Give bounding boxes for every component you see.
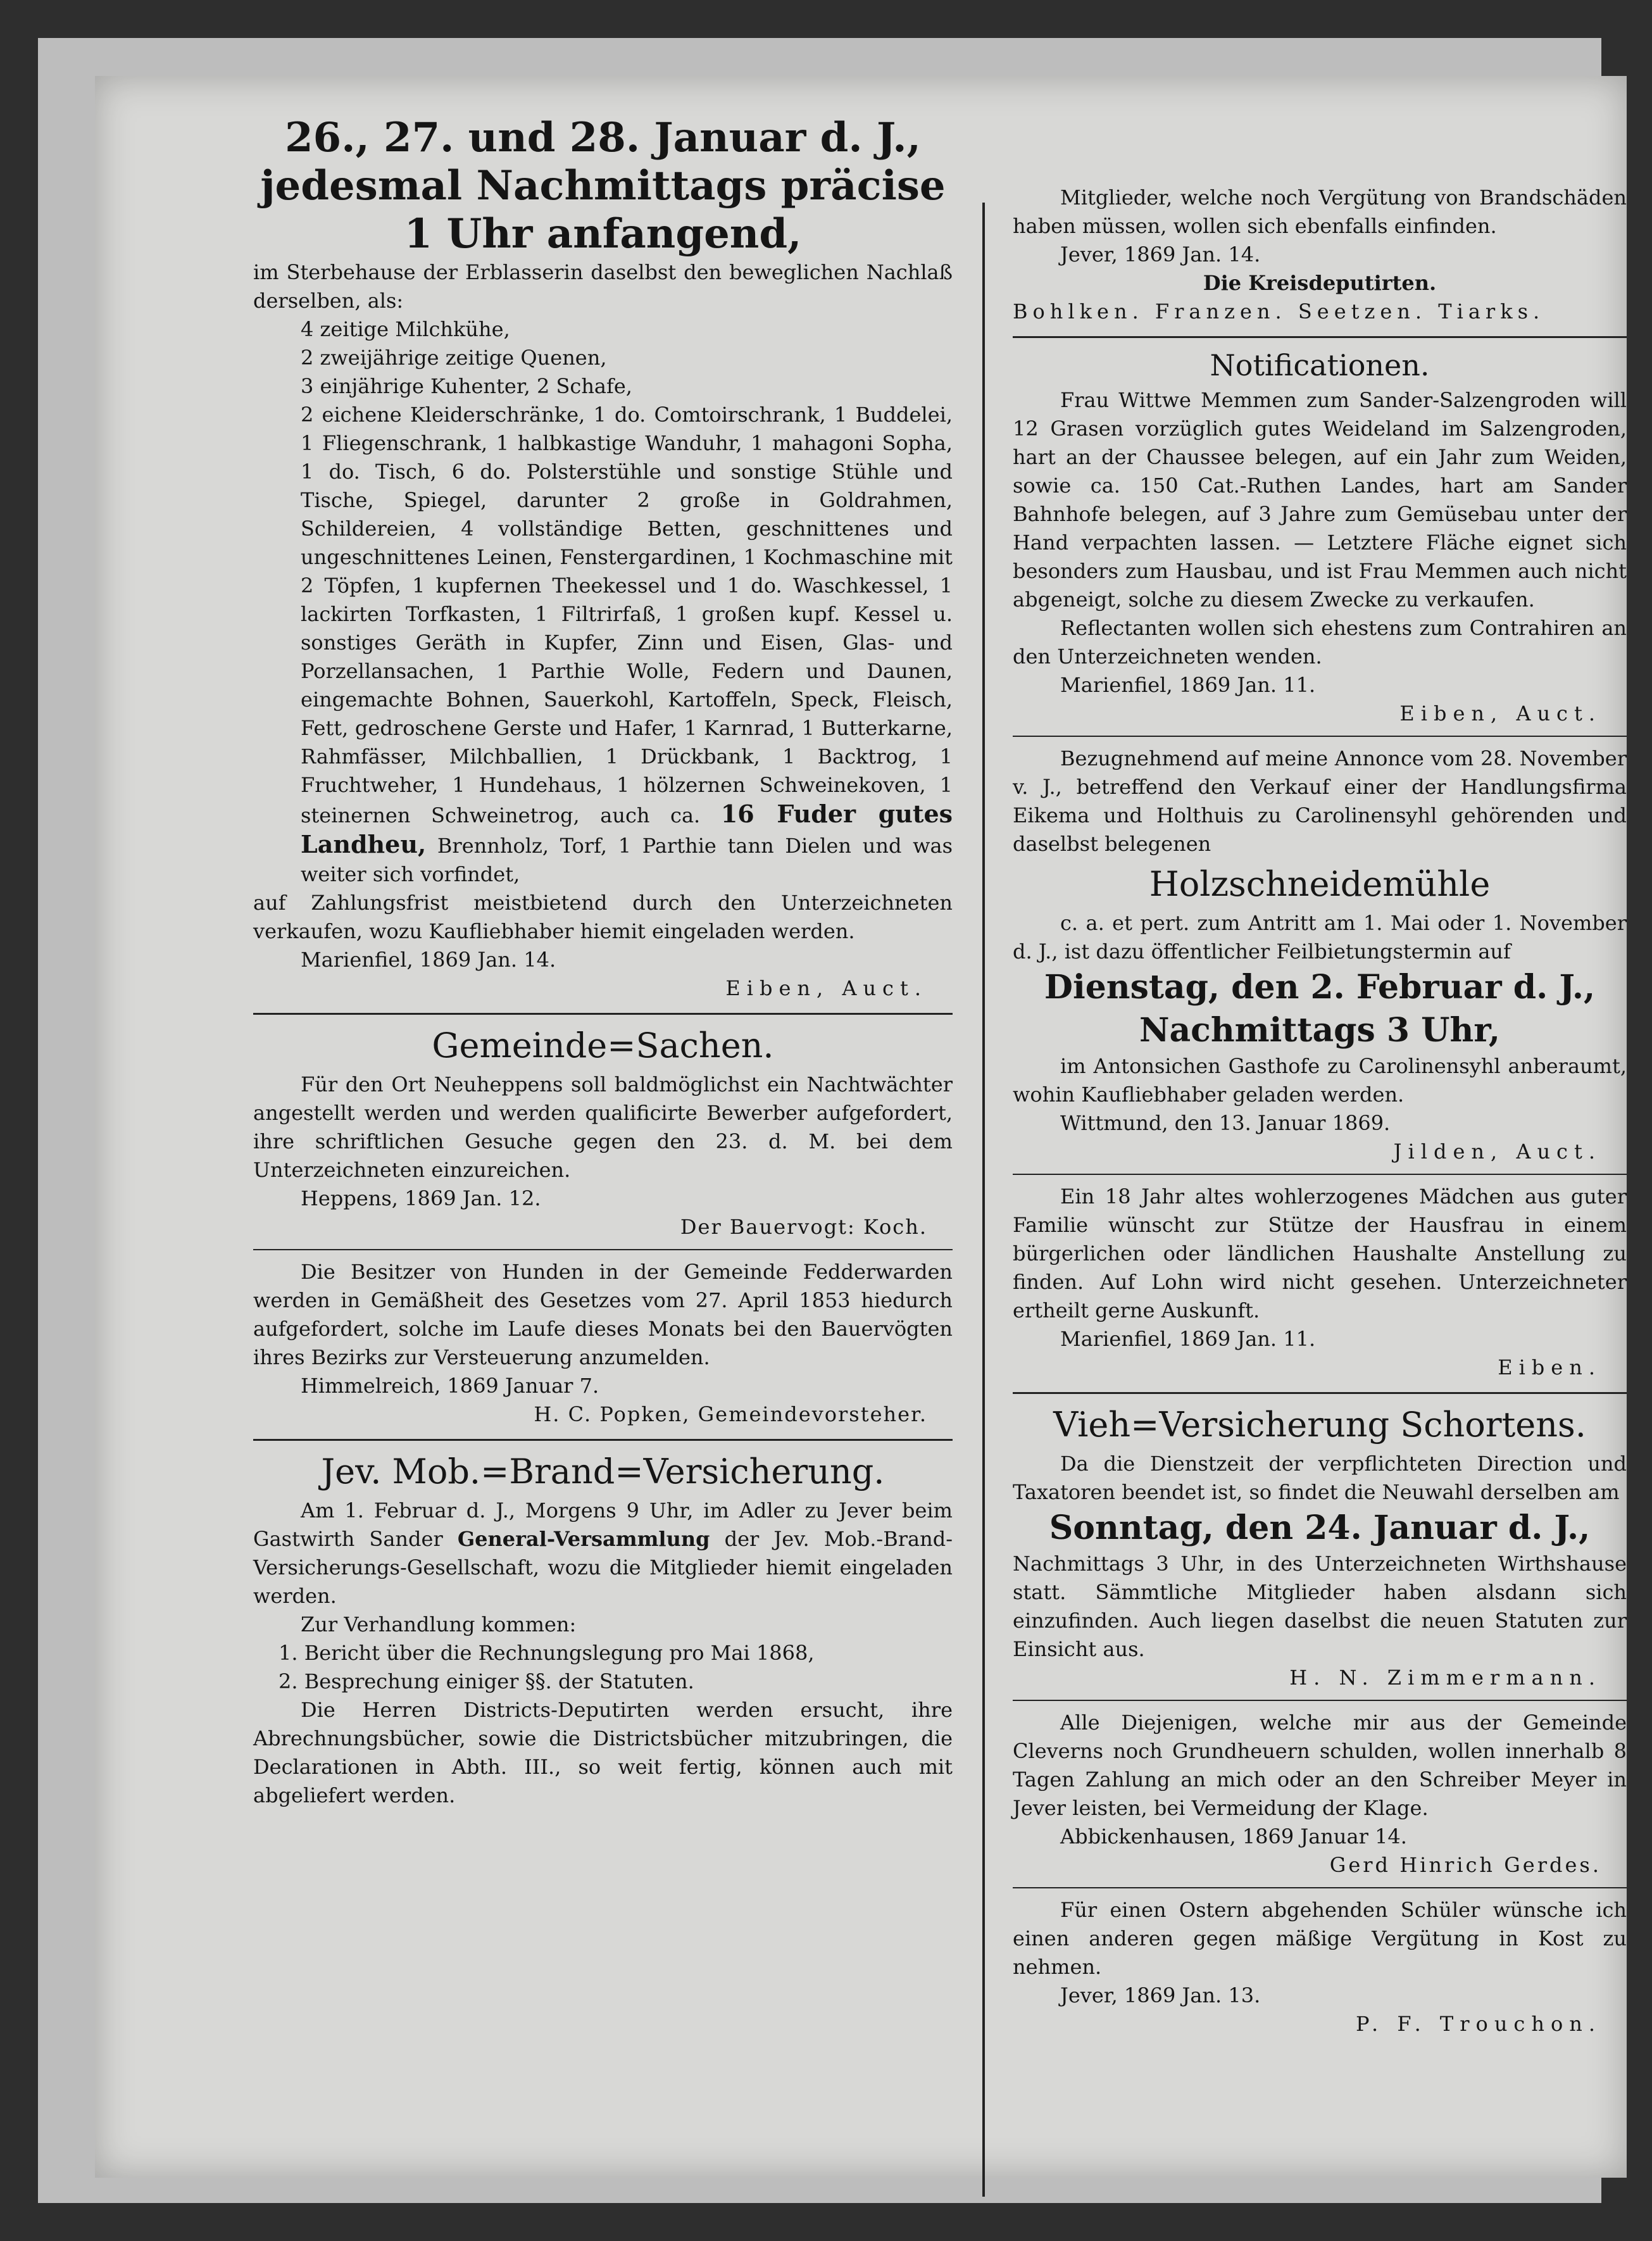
section-divider bbox=[1013, 336, 1627, 338]
brand-continued-text: Mitglieder, welche noch Vergütung von Brandschäden haben müssen, wollen sich ebenfalls einfinden. bbox=[1013, 185, 1627, 238]
brand-text bbox=[253, 1497, 953, 1610]
district-deputies-signature: Die Kreisdeputirten. bbox=[1203, 271, 1437, 295]
gemeinde-date: Heppens, 1869 Jan. 12. bbox=[301, 1186, 541, 1210]
muehle-text2: c. a. et pert. zum Antritt am 1. Mai oder 1. November d. J., ist dazu öffentlicher Feilbietungstermin auf bbox=[1013, 911, 1627, 964]
auction-goods-list: 2 eichene Kleiderschränke, 1 do. Comtoirschrank, 1 Buddelei, 1 Fliegenschrank, 1 halbkastige Wanduhr, 1 mahagoni Sopha, 1 do. Tisch, 6 do. Polsterstühle und sonstige Stühle und Tische, Spiegel, darunter 2 große in Goldrahmen, Schildereien, 4 vollständige Betten, geschnittenes und ungeschnittenes Leinen, Fenstergardinen, 1 Kochmaschine mit 2 Töpfen, 1 kupfernen Theekessel und 1 do. Waschkessel, 1 lackirten Torfkasten, 1 Filtrirfaß, 1 großen kupf. Kessel u. sonstiges Geräth in Kupfer, Zinn und Eisen, Glas- und Porzellansachen, 1 Parthie Wolle, Federn und Daunen, eingemachte Bohnen, Sauerkohl, Kartoffeln, Speck, Fleisch, Fett, gedroschene Gerste und Hafer, 1 Karnrad, 1 Butterkarne, Rahmfässer, Milchballien, 1 Drückbank, 1 Backtrog, 1 Fruchtweher, 1 Hundehaus, 1 hölzernen Schweinekoven, 1 steinernen Schweinetrog, auch ca. bbox=[301, 403, 953, 827]
brand-text-b: der Jev. Mob.-Brand-Versicherungs-Gesellschaft, wozu die Mitglieder hiemit eingeladen werden. bbox=[253, 1527, 953, 1608]
section-divider bbox=[253, 1249, 953, 1250]
muehle-signature: Jilden, Auct. bbox=[1393, 1139, 1601, 1164]
muehle-heading: Holzschneidemühle bbox=[1149, 864, 1491, 904]
hunde-text: Die Besitzer von Hunden in der Gemeinde Fedderwarden werden in Gemäßheit des Gesetzes vom 27. April 1853 hiedurch aufgefordert, solche im Laufe dieses Monats bei den Bauervögten ihres Bezirks zur Versteuerung anzumelden. bbox=[253, 1260, 953, 1369]
muehle-time: Nachmittags 3 Uhr, bbox=[1139, 1011, 1501, 1050]
section-divider bbox=[1013, 1887, 1627, 1888]
left-column bbox=[253, 114, 953, 1810]
auction-terms: auf Zahlungsfrist meistbietend durch den Unterzeichneten verkaufen, wozu Kaufliebhaber hiemit eingeladen werden. bbox=[253, 891, 953, 943]
hunde-date: Himmelreich, 1869 Januar 7. bbox=[301, 1374, 599, 1398]
auction-date: Marienfiel, 1869 Jan. 14. bbox=[301, 948, 556, 972]
auction-dates: 26., 27. und 28. Januar d. J., bbox=[285, 114, 921, 161]
right-column bbox=[1013, 184, 1627, 2038]
brand-agenda-item: 1. Bericht über die Rechnungslegung pro Mai 1868, bbox=[278, 1641, 815, 1665]
vieh-text: Da die Dienstzeit der verpflichteten Direction und Taxatoren beendet ist, so findet die Neuwahl derselben am bbox=[1013, 1452, 1627, 1504]
brand-text-c: Die Herren Districts-Deputirten werden ersucht, ihre Abrechnungsbücher, sowie die Districtsbücher mitzubringen, die Declarationen in Abth. III., so weit fertig, können auch mit abgeliefert werden. bbox=[253, 1698, 953, 1807]
notif-text: Frau Wittwe Memmen zum Sander-Salzengroden will 12 Grasen vorzüglich gutes Weideland im Salzengroden, hart an der Chaussee belegen, auf ein Jahr zum Weiden, sowie ca. 150 Cat.-Ruthen Landes, hart am Sander Bahnhofe belegen, auf 3 Jahre zum Gemüsebau unter der Hand verpachten lassen. — Letztere Fläche eignet sich besonders zum Hausbau, und ist Frau Memmen auch nicht abgeneigt, solche zu diesem Zwecke zu verkaufen. bbox=[1013, 388, 1627, 612]
muehle-date: Wittmund, den 13. Januar 1869. bbox=[1060, 1111, 1391, 1135]
maedchen-signature: Eiben. bbox=[1498, 1355, 1601, 1379]
vieh-heading: Vieh=Versicherung Schortens. bbox=[1053, 1405, 1586, 1445]
brand-continued-date: Jever, 1869 Jan. 14. bbox=[1060, 242, 1261, 267]
gemeinde-signature: Der Bauervogt: Koch. bbox=[680, 1215, 927, 1239]
notif-signature: Eiben, Auct. bbox=[1399, 701, 1601, 725]
muehle-text: Bezugnehmend auf meine Annonce vom 28. November v. J., betreffend den Verkauf einer der Handlungsfirma Eikema und Holthuis zu Carolinensyhl gehörenden und daselbst belegenen bbox=[1013, 746, 1627, 856]
maedchen-date: Marienfiel, 1869 Jan. 11. bbox=[1060, 1327, 1316, 1351]
vieh-text2: Nachmittags 3 Uhr, in des Unterzeichneten Wirthshause statt. Sämmtliche Mitglieder haben alsdann sich einzufinden. Auch liegen daselbst die neuen Statuten zur Einsicht aus. bbox=[1013, 1552, 1627, 1661]
district-deputies-names: Bohlken. Franzen. Seetzen. Tiarks. bbox=[1013, 299, 1545, 323]
auction-intro: im Sterbehause der Erblasserin daselbst den beweglichen Nachlaß derselben, als: bbox=[253, 260, 953, 313]
auction-goods-end: Brennholz, Torf, 1 Parthie tann Dielen und was weiter sich vorfindet, bbox=[301, 834, 953, 886]
column-rule bbox=[982, 203, 985, 2197]
auction-signature: Eiben, Auct. bbox=[725, 976, 927, 1000]
brand-agenda-item: 2. Besprechung einiger §§. der Statuten. bbox=[278, 1669, 694, 1693]
auction-item: 3 einjährige Kuhenter, 2 Schafe, bbox=[301, 374, 632, 398]
section-divider bbox=[253, 1013, 953, 1015]
notif-heading: Notificationen. bbox=[1210, 348, 1430, 382]
schuld-signature: Gerd Hinrich Gerdes. bbox=[1329, 1853, 1601, 1877]
auction-goods bbox=[253, 401, 953, 889]
notif-text2: Reflectanten wollen sich ehestens zum Contrahiren an den Unterzeichneten wenden. bbox=[1013, 616, 1627, 669]
muehle-day: Dienstag, den 2. Februar d. J., bbox=[1044, 968, 1596, 1007]
brand-text-a: Am 1. Februar d. J., Morgens 9 Uhr, im Adler zu Jever beim Gastwirth Sander bbox=[253, 1498, 953, 1551]
schueler-signature: P. F. Trouchon. bbox=[1355, 2012, 1601, 2036]
brand-agenda-intro: Zur Verhandlung kommen: bbox=[301, 1612, 577, 1636]
schueler-date: Jever, 1869 Jan. 13. bbox=[1060, 1983, 1261, 2007]
auction-hay: 16 Fuder gutes Landheu, bbox=[301, 800, 953, 858]
section-divider bbox=[1013, 1700, 1627, 1701]
notif-date: Marienfiel, 1869 Jan. 11. bbox=[1060, 673, 1316, 697]
vieh-day: Sonntag, den 24. Januar d. J., bbox=[1049, 1509, 1591, 1547]
gemeinde-text: Für den Ort Neuheppens soll baldmöglichst ein Nachtwächter angestellt werden und werden qualificirte Bewerber aufgefordert, ihre schriftlichen Gesuche gegen den 23. d. M. bei dem Unterzeichneten einzureichen. bbox=[253, 1072, 953, 1182]
hunde-signature: H. C. Popken, Gemeindevorsteher. bbox=[534, 1402, 927, 1426]
auction-time: jedesmal Nachmittags präcise 1 Uhr anfangend, bbox=[260, 162, 946, 258]
gemeinde-heading: Gemeinde=Sachen. bbox=[432, 1026, 774, 1065]
brand-general-assembly: General-Versammlung bbox=[457, 1527, 710, 1551]
section-divider bbox=[1013, 1392, 1627, 1394]
schueler-text: Für einen Ostern abgehenden Schüler wünsche ich einen anderen gegen mäßige Vergütung in Kost zu nehmen. bbox=[1013, 1898, 1627, 1979]
schuld-date: Abbickenhausen, 1869 Januar 14. bbox=[1060, 1824, 1407, 1849]
section-divider bbox=[1013, 1174, 1627, 1175]
auction-item: 4 zeitige Milchkühe, bbox=[301, 317, 510, 341]
schuld-text: Alle Diejenigen, welche mir aus der Gemeinde Cleverns noch Grundheuern schulden, wollen innerhalb 8 Tagen Zahlung an mich oder an den Schreiber Meyer in Jever leisten, bei Vermeidung der Klage. bbox=[1013, 1711, 1627, 1820]
muehle-text3: im Antonsichen Gasthofe zu Carolinensyhl anberaumt, wohin Kaufliebhaber geladen werden. bbox=[1013, 1054, 1627, 1107]
vieh-signature: H. N. Zimmermann. bbox=[1289, 1666, 1601, 1690]
maedchen-text: Ein 18 Jahr altes wohlerzogenes Mädchen aus guter Familie wünscht zur Stütze der Hausfrau in einem bürgerlichen oder ländlichen Haushalte Anstellung zu finden. Auf Lohn wird nicht gesehen. Unterzeichneter ertheilt gerne Auskunft. bbox=[1013, 1184, 1627, 1322]
brand-heading: Jev. Mob.=Brand=Versicherung. bbox=[321, 1452, 885, 1491]
auction-item: 2 zweijährige zeitige Quenen, bbox=[301, 346, 607, 370]
section-divider bbox=[253, 1439, 953, 1441]
section-divider bbox=[1013, 736, 1627, 737]
